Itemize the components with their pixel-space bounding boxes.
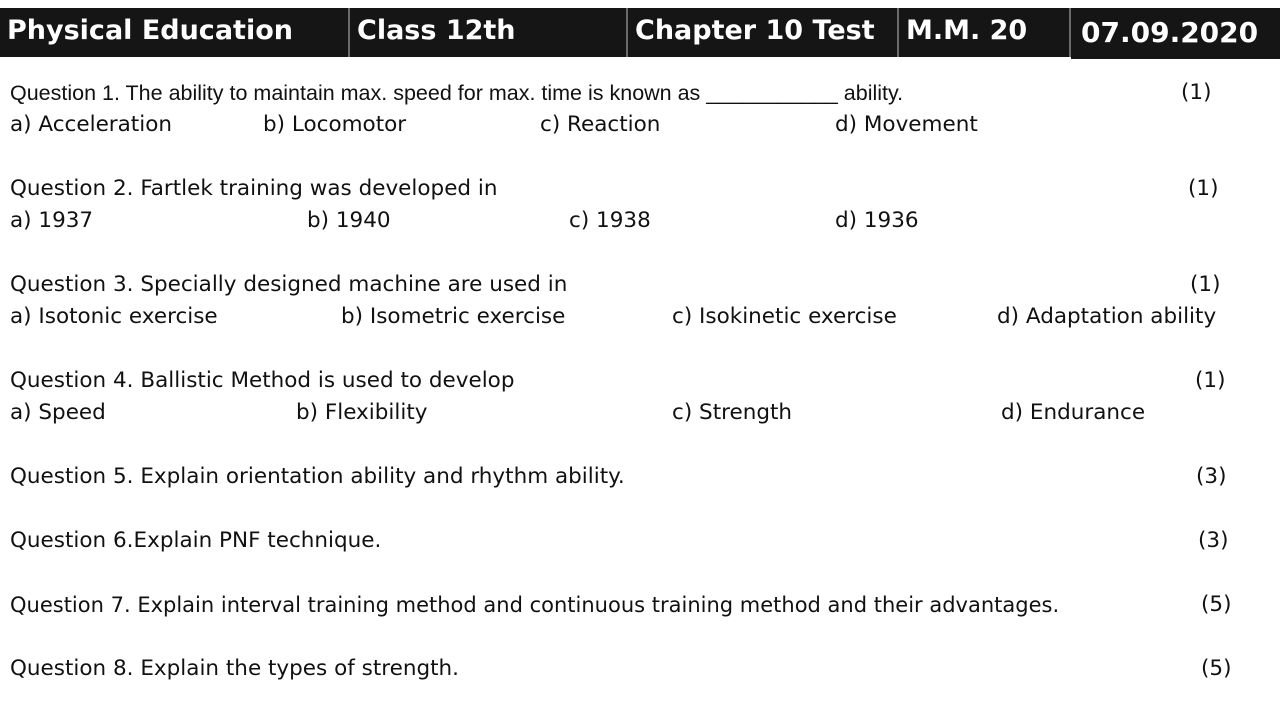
question-4-option-d: d) Endurance — [1001, 400, 1146, 425]
question-1-marks: (1) — [1181, 80, 1212, 105]
question-4-option-a: a) Speed — [10, 400, 106, 425]
question-8-text: Question 8. Explain the types of strength. — [10, 656, 460, 681]
question-3-option-b: b) Isometric exercise — [341, 304, 566, 329]
question-1-option-d: d) Movement — [835, 112, 978, 137]
question-2-option-a: a) 1937 — [10, 208, 94, 233]
question-5-text: Question 5. Explain orientation ability and rhythm ability. — [10, 464, 625, 489]
question-4-option-b: b) Flexibility — [296, 400, 428, 425]
question-4-text: Question 4. Ballistic Method is used to develop — [10, 368, 515, 393]
question-3-text: Question 3. Specially designed machine are used in — [10, 272, 568, 297]
question-4-option-c: c) Strength — [672, 400, 793, 425]
question-3-option-c: c) Isokinetic exercise — [672, 304, 897, 329]
class-label: Class 12th — [350, 8, 628, 57]
test-header-bar — [0, 8, 1280, 58]
question-3-option-a: a) Isotonic exercise — [10, 304, 218, 329]
question-1-text: Question 1. The ability to maintain max. speed for max. time is known as ___________ ability. — [10, 81, 904, 105]
question-2-option-b: b) 1940 — [307, 208, 391, 233]
test-date: 07.09.2020 — [1071, 8, 1280, 59]
question-7-marks: (5) — [1201, 592, 1232, 617]
question-2-text: Question 2. Fartlek training was developed in — [10, 176, 498, 201]
max-marks-label: M.M. 20 — [899, 8, 1071, 57]
question-2-option-d: d) 1936 — [835, 208, 919, 233]
question-8-marks: (5) — [1201, 656, 1232, 681]
subject-title: Physical Education — [0, 8, 350, 57]
question-3-option-d: d) Adaptation ability — [997, 304, 1217, 329]
question-1-option-a: a) Acceleration — [10, 112, 172, 137]
question-4-marks: (1) — [1195, 368, 1226, 393]
question-2-option-c: c) 1938 — [569, 208, 651, 233]
question-6-marks: (3) — [1198, 528, 1229, 553]
question-6-text: Question 6.Explain PNF technique. — [10, 528, 382, 553]
question-2-marks: (1) — [1188, 176, 1219, 201]
question-1-option-b: b) Locomotor — [263, 112, 407, 137]
chapter-test-label: Chapter 10 Test — [628, 8, 899, 57]
question-3-marks: (1) — [1190, 272, 1221, 297]
question-1-option-c: c) Reaction — [540, 112, 661, 137]
question-7-text: Question 7. Explain interval training method and continuous training method and their advantages. — [10, 593, 1060, 617]
question-5-marks: (3) — [1196, 464, 1227, 489]
